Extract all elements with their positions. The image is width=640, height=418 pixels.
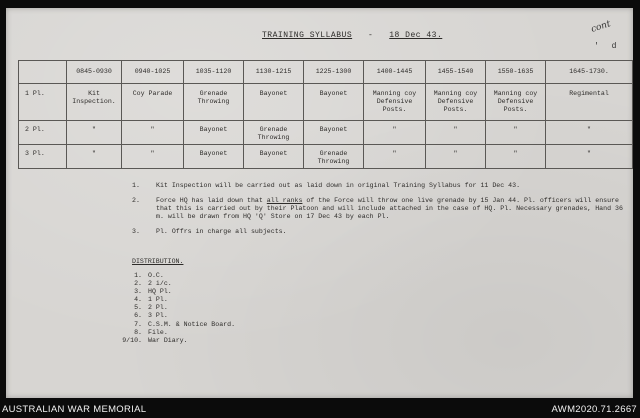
note-number: 1. xyxy=(132,182,140,189)
table-cell: " xyxy=(67,121,122,145)
table-cell: " xyxy=(546,121,633,145)
title-label: TRAINING SYLLABUS xyxy=(262,31,353,40)
table-row xyxy=(19,84,633,121)
list-item xyxy=(116,329,235,337)
table-cell: Kit Inspection. xyxy=(67,84,122,121)
table-cell: " xyxy=(122,145,184,169)
table-cell: Manning coy Defensive Posts. xyxy=(486,84,546,121)
document-title xyxy=(262,31,442,40)
title-date: 18 Dec 43. xyxy=(389,31,443,40)
header-cell: 0845-0930 xyxy=(67,61,122,84)
platoon-cell: 2 Pl. xyxy=(19,121,67,145)
note-number: 3. xyxy=(132,228,140,235)
table-row xyxy=(19,145,633,169)
item-number: 3. xyxy=(134,288,142,296)
note-text: Force HQ has laid down that xyxy=(156,197,267,204)
item-label: File. xyxy=(148,328,168,336)
table-cell: Regimental xyxy=(546,84,633,121)
header-cell: 1400-1445 xyxy=(364,61,426,84)
distribution-list xyxy=(116,272,235,345)
note-text: Kit Inspection will be carried out as laid down in original Training Syllabus for 11 Dec 43. xyxy=(156,182,521,189)
header-cell: 1645-1730. xyxy=(546,61,633,84)
list-item xyxy=(116,312,235,320)
header-cell: 1130-1215 xyxy=(244,61,304,84)
table-cell: Grenade Throwing xyxy=(184,84,244,121)
item-number: 9/10. xyxy=(122,336,142,344)
header-cell: 0940-1025 xyxy=(122,61,184,84)
table-cell: " xyxy=(364,121,426,145)
list-item xyxy=(116,321,235,329)
handwritten-reference: cont xyxy=(589,19,612,35)
header-cell xyxy=(19,61,67,84)
header-cell: 1225-1300 xyxy=(304,61,364,84)
table-cell: " xyxy=(486,145,546,169)
table-cell: " xyxy=(122,121,184,145)
list-item xyxy=(116,272,235,280)
table-header-row xyxy=(19,61,633,84)
table-cell: Manning coy Defensive Posts. xyxy=(426,84,486,121)
item-number: 4. xyxy=(134,296,142,304)
table-cell: " xyxy=(67,145,122,169)
item-number: 8. xyxy=(134,328,142,336)
table-cell: Bayonet xyxy=(184,145,244,169)
list-item xyxy=(116,296,235,304)
item-label: 3 Pl. xyxy=(148,312,168,320)
list-item xyxy=(116,280,235,288)
syllabus-table xyxy=(18,60,633,169)
table-cell: " xyxy=(546,145,633,169)
item-number: 2. xyxy=(134,280,142,288)
list-item xyxy=(116,288,235,296)
item-number: 7. xyxy=(134,320,142,328)
note-item xyxy=(132,197,626,221)
table-cell: Coy Parade xyxy=(122,84,184,121)
footer-credit: AUSTRALIAN WAR MEMORIAL xyxy=(2,404,147,415)
footer-accession-id: AWM2020.71.2667 xyxy=(551,404,637,415)
notes-section xyxy=(132,182,626,243)
handwritten-marks: ' d xyxy=(594,42,621,51)
table-cell: Bayonet xyxy=(184,121,244,145)
item-number: 6. xyxy=(134,312,142,320)
note-emphasis: all ranks xyxy=(266,197,303,204)
table-cell: " xyxy=(364,145,426,169)
table-cell: Bayonet xyxy=(244,84,304,121)
note-number: 2. xyxy=(132,197,140,204)
item-number: 5. xyxy=(134,304,142,312)
item-label: 2 Pl. xyxy=(148,304,168,312)
table-cell: Bayonet xyxy=(304,121,364,145)
item-label: C.S.M. & Notice Board. xyxy=(148,320,236,328)
item-label: O.C. xyxy=(148,272,164,279)
table-cell: Grenade Throwing xyxy=(304,145,364,169)
item-number: 1. xyxy=(134,272,142,279)
header-cell: 1550-1635 xyxy=(486,61,546,84)
item-label: 2 i/c. xyxy=(148,280,172,288)
table-cell: Grenade Throwing xyxy=(244,121,304,145)
item-label: War Diary. xyxy=(148,336,188,344)
title-separator: - xyxy=(368,31,374,40)
note-text: Pl. Offrs in charge all subjects. xyxy=(156,228,287,235)
header-cell: 1455-1540 xyxy=(426,61,486,84)
list-item xyxy=(116,304,235,312)
table-cell: Bayonet xyxy=(304,84,364,121)
table-cell: " xyxy=(486,121,546,145)
item-label: HQ Pl. xyxy=(148,288,172,296)
note-item xyxy=(132,182,626,190)
note-text: of the Force will throw one live grenade by 15 Jan 44. Pl. officers will ensure that this is carried out by their Platoon and will include attached in the case of HQ. Pl. Necessary grenades, Hand 36 m. will be drawn from HQ 'Q' Store on 17 Dec 43 by each Pl. xyxy=(156,197,623,220)
item-label: 1 Pl. xyxy=(148,296,168,304)
platoon-cell: 3 Pl. xyxy=(19,145,67,169)
note-item xyxy=(132,228,626,236)
list-item xyxy=(116,337,235,345)
table-cell: " xyxy=(426,145,486,169)
table-cell: Manning coy Defensive Posts. xyxy=(364,84,426,121)
table-cell: " xyxy=(426,121,486,145)
header-cell: 1035-1120 xyxy=(184,61,244,84)
document-page xyxy=(6,8,633,398)
table-row xyxy=(19,121,633,145)
distribution-title: DISTRIBUTION. xyxy=(132,258,184,265)
platoon-cell: 1 Pl. xyxy=(19,84,67,121)
table-cell: Bayonet xyxy=(244,145,304,169)
